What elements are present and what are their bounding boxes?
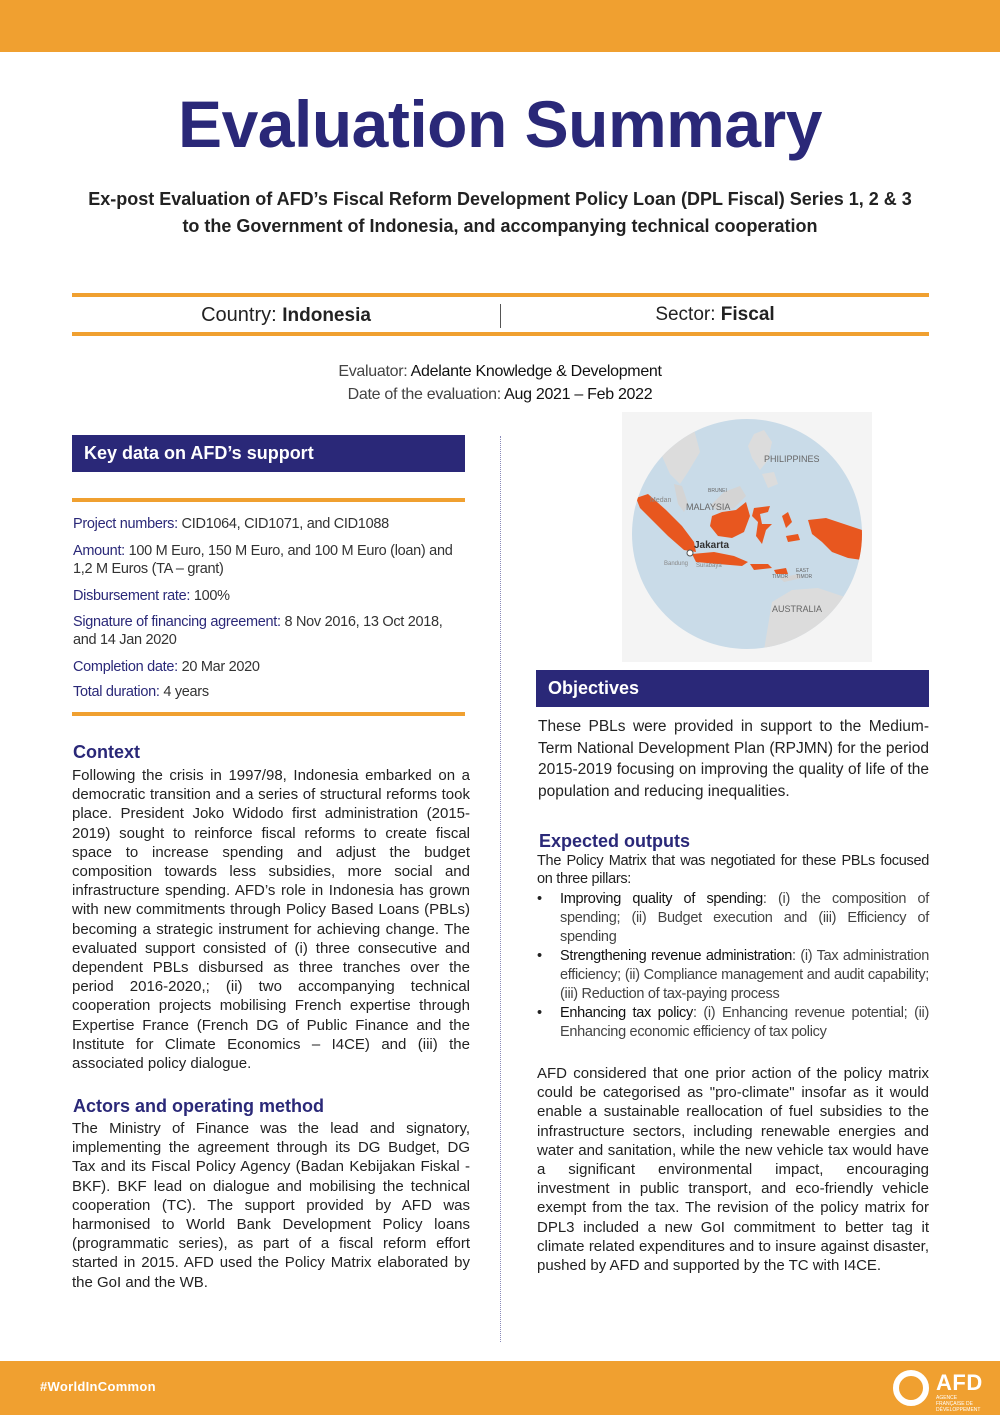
disbursement-value: 100% — [193, 588, 230, 604]
disbursement-row — [73, 587, 473, 605]
date-value: Aug 2021 – Feb 2022 — [504, 386, 653, 403]
amount-row — [73, 542, 473, 578]
sector-label: Sector: — [655, 304, 716, 325]
country-label: Country: — [201, 304, 277, 326]
bullet-icon: • — [537, 891, 542, 907]
list-item — [537, 890, 929, 947]
label-medan: Medan — [650, 497, 672, 504]
country-value: Indonesia — [282, 305, 371, 326]
bullet-icon: • — [537, 1005, 542, 1021]
amount-label: Amount: — [73, 543, 125, 559]
bullet-label: Enhancing tax policy — [560, 1005, 693, 1021]
signature-row — [73, 613, 453, 649]
actors-heading: Actors and operating method — [73, 1096, 325, 1116]
logo-text: AFD — [936, 1370, 983, 1395]
disbursement-label: Disbursement rate: — [73, 588, 191, 604]
duration-row — [73, 683, 473, 701]
outputs-list — [537, 890, 929, 1042]
amount-value: 100 M Euro, 150 M Euro, and 100 M Euro (loan) and 1,2 M Euros (TA – grant) — [73, 543, 453, 577]
objectives-heading: Objectives — [536, 670, 929, 707]
duration-label: Total duration: — [73, 684, 160, 700]
evaluator-label: Evaluator: — [338, 363, 408, 380]
evaluator-block — [0, 360, 1000, 406]
label-east-timor-1: EAST — [796, 568, 810, 574]
outputs-intro: The Policy Matrix that was negotiated for these PBLs focused on three pillars: — [537, 853, 929, 887]
project-numbers-row — [73, 515, 473, 533]
label-malaysia: MALAYSIA — [686, 502, 731, 512]
jakarta-marker — [687, 550, 693, 556]
top-banner — [0, 0, 1000, 52]
sector-field — [501, 300, 929, 330]
objectives-text: These PBLs were provided in support to the Medium-Term National Development Plan (RPJMN) for the period 2015-2019 focusing on improving the quality of life of the population and reducing inequalities. — [538, 718, 929, 800]
bottom-banner — [0, 1361, 1000, 1415]
label-east-timor-2: TIMOR — [796, 574, 813, 580]
column-divider — [500, 436, 501, 1342]
meta-top-rule — [72, 293, 929, 297]
evaluator-line — [0, 360, 1000, 383]
list-item — [537, 947, 929, 1004]
afd-logo — [893, 1368, 988, 1413]
bullet-text: : (i) Tax administration efficiency; (ii) Compliance management and audit capability; (iii) Reduction of tax-paying process — [560, 948, 929, 1002]
context-text: Following the crisis in 1997/98, Indonesia embarked on a democratic transition and a series of structural reforms took place. President Joko Widodo first administration (2015-2019) sought to reinforce fiscal reforms to create fiscal space to increase spending and adjust the budget composition towards less subsidies, more social and infrastructure spending. AFD’s role in Indonesia has grown with new commitments through Policy Based Loans (PBLs) becoming a strategic instrument for achieving change. The evaluated support consisted of (i) three consecutive and dependent PBLs disbursed as three tranches over the period 2016-2020,; (ii) two accompanying technical cooperation projects mobilising French expertise through Expertise France (French DG of Public Finance and the Institute for Climate Economics – I4CE) and (iii) the associated policy dialogue. — [72, 767, 470, 1073]
climate-text: AFD considered that one prior action of the policy matrix could be categorised as "pro-climate" insofar as it would enable a sustainable reallocation of fuel subsidies to the infrastructure sectors, including renewable energies and water and sanitation, while the new vehicle tax would have a significant environmental impact, encouraging investment in public transport, and eco-friendly vehicle exempt from the tax. The revision of the policy matrix for DPL3 included a new GoI commitment to better tag it climate related expenditures and to insure against disaster, pushed by AFD and supported by the TC with I4CE. — [537, 1065, 929, 1275]
completion-value: 20 Mar 2020 — [181, 659, 260, 675]
hashtag-link[interactable]: #WorldInCommon — [40, 1379, 156, 1394]
evaluator-value: Adelante Knowledge & Development — [410, 363, 662, 380]
date-label: Date of the evaluation: — [347, 386, 501, 403]
duration-value: 4 years — [163, 684, 209, 700]
outputs-heading: Expected outputs — [539, 831, 691, 851]
label-jakarta: Jakarta — [694, 540, 730, 551]
signature-value: 8 Nov 2016, 13 Oct 2018, and 14 Jan 2020 — [73, 614, 443, 648]
completion-label: Completion date: — [73, 659, 178, 675]
project-numbers-value: CID1064, CID1071, and CID1088 — [181, 516, 389, 532]
label-timor: TIMOR — [772, 574, 789, 580]
key-data-bottom-rule — [72, 712, 465, 716]
country-field — [72, 300, 500, 331]
page-title: Evaluation Summary — [178, 87, 822, 161]
label-philippines: PHILIPPINES — [764, 454, 820, 464]
project-numbers-label: Project numbers: — [73, 516, 178, 532]
completion-row — [73, 658, 473, 676]
label-australia: AUSTRALIA — [772, 604, 823, 614]
indonesia-map — [622, 412, 872, 662]
context-heading: Context — [73, 742, 140, 762]
bullet-label: Strengthening revenue administration — [560, 948, 792, 964]
label-brunei: BRUNEI — [708, 488, 727, 494]
bullet-text: : (i) Enhancing revenue potential; (ii) Enhancing economic efficiency of tax policy — [560, 1005, 929, 1040]
date-line — [0, 383, 1000, 406]
actors-text: The Ministry of Finance was the lead and signatory, implementing the agreement through its DG Budget, DG Tax and its Fiscal Policy Agency (Badan Kebijakan Fiskal - BKF). BKF lead on dialogue and mobilising the technical cooperation (TC). The support provided by AFD was harmonised to World Bank Development Policy loans (programmatic series), as part of a fiscal reform effort started in 2015. AFD used the Policy Matrix elaborated by the GoI and the WB. — [72, 1120, 470, 1291]
map-globe — [622, 412, 872, 662]
meta-bottom-rule — [72, 332, 929, 336]
logo-ring-icon — [893, 1370, 929, 1406]
label-surabaya: Surabaya — [696, 563, 722, 569]
key-data-top-rule — [72, 498, 465, 502]
meta-row — [72, 300, 929, 330]
signature-label: Signature of financing agreement: — [73, 614, 281, 630]
bullet-icon: • — [537, 948, 542, 964]
label-bandung: Bandung — [664, 561, 689, 567]
bullet-label: Improving quality of spending — [560, 891, 763, 907]
page-subtitle: Ex-post Evaluation of AFD’s Fiscal Reform Development Policy Loan (DPL Fiscal) Series 1, 2 & 3 to the Government of Indonesia, and accompanying technical cooperation — [88, 189, 912, 236]
sector-value: Fiscal — [720, 304, 775, 325]
key-data-heading: Key data on AFD’s support — [72, 435, 465, 472]
bullet-text: : (i) the composition of spending; (ii) Budget execution and (iii) Efficiency of spending — [560, 891, 929, 945]
list-item — [537, 1004, 929, 1042]
logo-subtext: AGENCE FRANÇAISE DE DÉVELOPPEMENT — [936, 1395, 981, 1413]
